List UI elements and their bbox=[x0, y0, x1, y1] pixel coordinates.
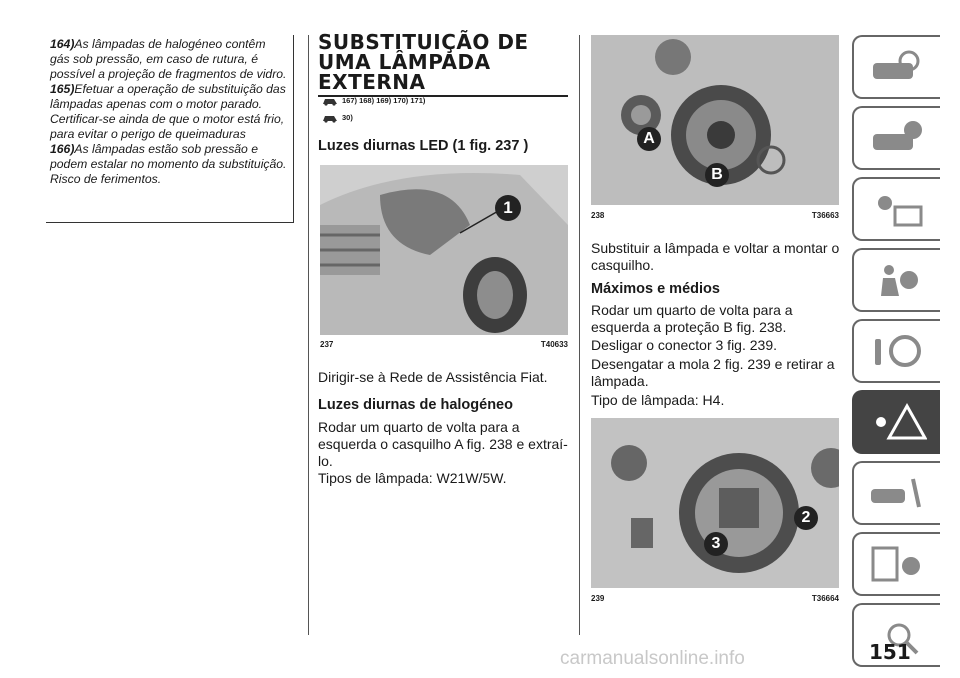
callout-3: 3 bbox=[704, 532, 728, 556]
heading-high-low-beam: Máximos e médios bbox=[591, 281, 720, 297]
car-search-icon bbox=[867, 47, 927, 87]
section-title: SUBSTITUIÇÃO DE UMA LÂMPADA EXTERNA bbox=[318, 32, 568, 97]
callout-1: 1 bbox=[495, 195, 521, 221]
callout-a: A bbox=[637, 127, 661, 151]
figure-238-caption: 238 T36663 bbox=[591, 211, 839, 220]
tab-car-search[interactable] bbox=[852, 35, 940, 99]
page-number: 151 bbox=[869, 640, 911, 664]
airbag-icon bbox=[867, 260, 927, 300]
column-divider-1 bbox=[308, 35, 309, 635]
van-headlight-illustration bbox=[320, 165, 568, 335]
paragraph-bulb-type-2: Tipo de lâmpada: H4. bbox=[591, 392, 725, 408]
lights-message-icon bbox=[867, 189, 927, 229]
tab-lights-message[interactable] bbox=[852, 177, 940, 241]
warning-refs-row: 167) 168) 169) 170) 171) bbox=[322, 94, 425, 106]
figure-239-image bbox=[591, 418, 839, 588]
warning-164: 164)As lâmpadas de halogéneo contêm gás sob pressão, em caso de rutura, é possível a projeção de fragmentos de vidro. bbox=[50, 37, 287, 81]
figure-237-caption: 237 T40633 bbox=[320, 340, 568, 349]
warning-165: 165)Efetuar a operação de substituição das lâmpadas apenas com o motor parado. Certificar-se ainda de que o motor está frio, para evitar o perigo de queimaduras bbox=[50, 82, 286, 141]
callout-b: B bbox=[705, 163, 729, 187]
tab-airbag[interactable] bbox=[852, 248, 940, 312]
warning-lights-icon bbox=[867, 402, 927, 442]
paragraph-replace-bulb: Substituir a lâmpada e voltar a montar o casquilho. bbox=[591, 240, 840, 273]
caution-refs-row: 30) bbox=[322, 111, 353, 123]
heading-led-drl: Luzes diurnas LED (1 fig. 237 ) bbox=[318, 138, 529, 154]
warnings-box bbox=[46, 35, 294, 223]
tab-car-info[interactable] bbox=[852, 106, 940, 170]
car-warning-icon bbox=[322, 94, 338, 106]
tab-warning-lights[interactable] bbox=[852, 390, 940, 454]
paragraph-rotate-cover: Rodar um quarto de volta para a esquerda a proteção B fig. 238. bbox=[591, 302, 793, 335]
watermark: carmanualsonline.info bbox=[560, 648, 745, 669]
headlamp-bulb-illustration bbox=[591, 418, 839, 588]
column-divider-2 bbox=[579, 35, 580, 635]
checklist-gear-icon bbox=[867, 544, 927, 584]
car-caution-icon bbox=[322, 111, 338, 123]
callout-2: 2 bbox=[794, 506, 818, 530]
heading-halogen-drl: Luzes diurnas de halogéneo bbox=[318, 397, 513, 413]
paragraph-rotate-socket: Rodar um quarto de volta para a esquerda o casquilho A fig. 238 e extraí-lo. bbox=[318, 419, 568, 469]
figure-239-caption: 239 T36664 bbox=[591, 594, 839, 603]
paragraph-service: Dirigir-se à Rede de Assistência Fiat. bbox=[318, 369, 548, 385]
car-info-icon bbox=[867, 118, 927, 158]
paragraph-bulb-type-1: Tipos de lâmpada: W21W/5W. bbox=[318, 470, 507, 486]
figure-237-image bbox=[320, 165, 568, 335]
tab-checklist-gear[interactable] bbox=[852, 532, 940, 596]
paragraph-release-spring: Desengatar a mola 2 fig. 239 e retirar a lâmpada. bbox=[591, 356, 835, 389]
paragraph-disconnect: Desligar o conector 3 fig. 239. bbox=[591, 337, 777, 353]
tab-steering-key[interactable] bbox=[852, 319, 940, 383]
warning-166: 166)As lâmpadas estão sob pressão e podem estalar no momento da substituição. Risco de ferimentos. bbox=[50, 142, 287, 186]
tab-car-tools[interactable] bbox=[852, 461, 940, 525]
car-tools-icon bbox=[867, 473, 927, 513]
steering-key-icon bbox=[867, 331, 927, 371]
figure-238-image bbox=[591, 35, 839, 205]
